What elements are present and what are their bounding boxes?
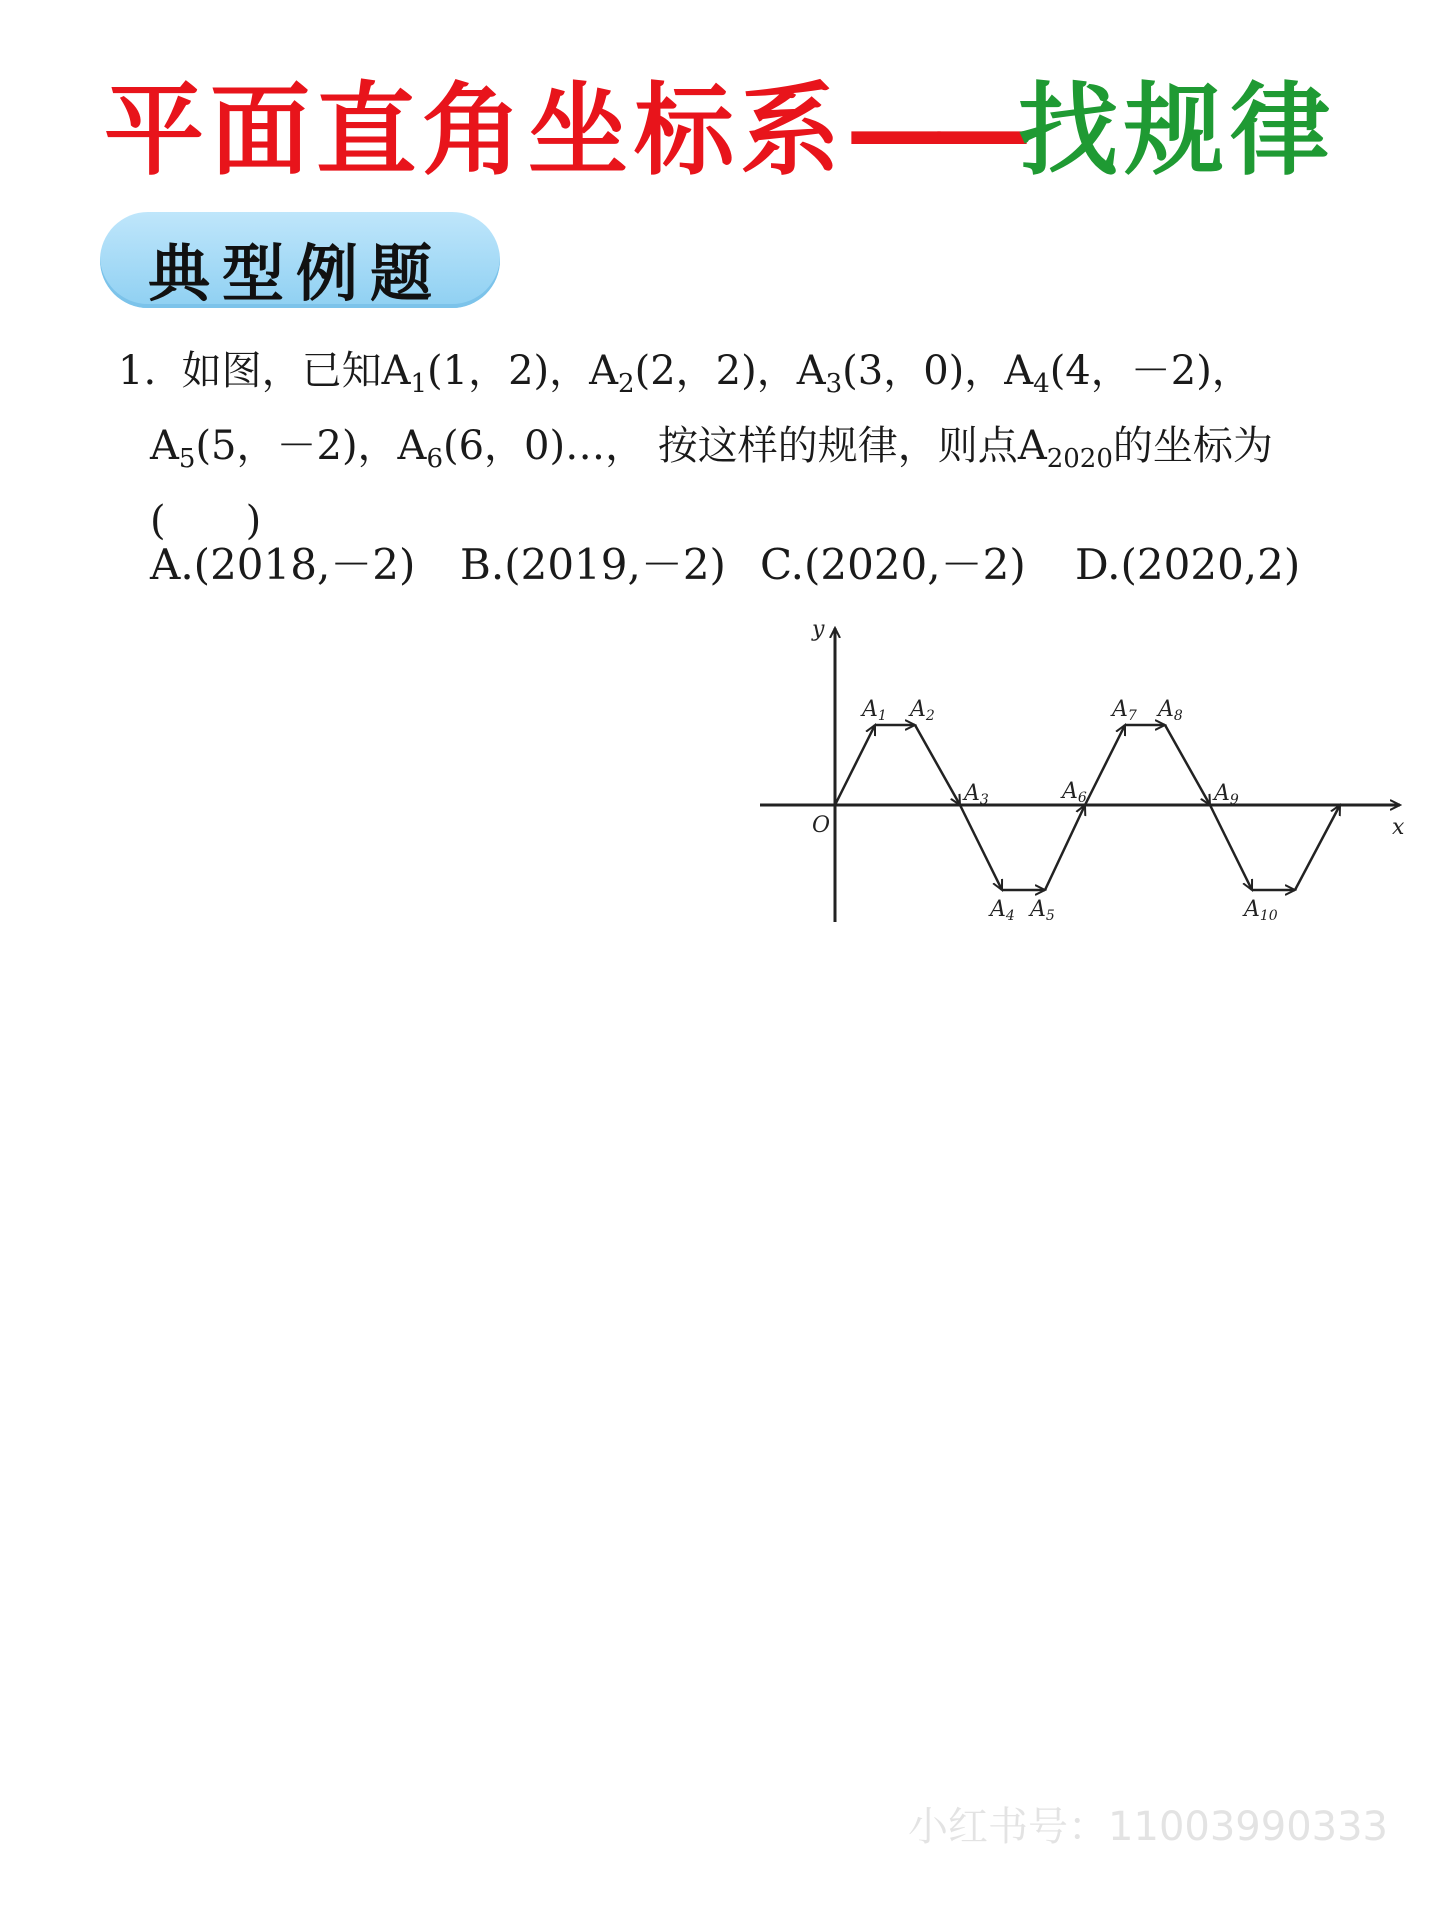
- segment-a2-a3: [915, 725, 960, 805]
- origin-label: O: [812, 813, 831, 838]
- point-a1: $A_1(1$，2): [381, 348, 550, 399]
- segment-o-a1: [835, 725, 875, 805]
- question-line-1: 1. 如图，已知$A_1(1$，2)，$A_2(2$，2)，$A_3(3$，0)，$A_4(4$，－2)，: [118, 348, 1252, 399]
- segment-a8-a9: [1165, 725, 1210, 805]
- point-a3: $A_3(3$，0): [796, 348, 965, 399]
- title-topic: 找规律: [1018, 72, 1336, 189]
- option-c[interactable]: C.(2020,－2): [760, 540, 1026, 589]
- segment-a6-a7: [1085, 725, 1125, 805]
- page-title: [0, 50, 1440, 194]
- question-ellipsis: …，: [565, 423, 646, 469]
- label-a9: A9: [1214, 781, 1239, 808]
- question-number: 1.: [118, 348, 157, 394]
- option-d[interactable]: D.(2020,2): [1075, 540, 1301, 589]
- label-a2: A2: [910, 697, 935, 724]
- watermark: 小红书号：11003990333: [908, 1804, 1388, 1850]
- label-a10: A10: [1244, 897, 1278, 924]
- segment-a3-a4: [960, 805, 1002, 890]
- segment-a11-a12: [1295, 805, 1340, 890]
- question-tail: 的坐标为: [1112, 423, 1273, 469]
- label-a8: A8: [1158, 697, 1183, 724]
- question-line-2: $A_5(5$，－2)，$A_6(6$，0)…， 按这样的规律，则点$A_{2020}$的坐标为: [150, 423, 1273, 474]
- zigzag-path: [835, 725, 1340, 890]
- coordinate-figure: [750, 600, 1410, 940]
- label-a7: A7: [1112, 697, 1137, 724]
- label-a1: A1: [862, 697, 887, 724]
- segment-a9-a10: [1210, 805, 1252, 890]
- option-b[interactable]: B.(2019,－2): [460, 540, 726, 589]
- point-a2: $A_2(2$，2): [589, 348, 757, 399]
- question-intro: 如图，已知: [181, 348, 382, 394]
- options-row: [150, 532, 1300, 592]
- option-a[interactable]: A.(2018,－2): [150, 540, 416, 589]
- point-a5: $A_5(5$，－2): [150, 423, 358, 474]
- answer-blank: ( ): [150, 498, 262, 544]
- label-a3: A3: [964, 781, 989, 808]
- segment-a5-a6: [1045, 805, 1085, 890]
- x-axis-label: x: [1392, 815, 1405, 840]
- title-dash: ——: [846, 72, 1018, 189]
- point-a6: $A_6(6$，0): [397, 423, 566, 474]
- target-point: $A_{2020}$: [1017, 423, 1113, 474]
- point-a4: $A_4(4$，－2): [1004, 348, 1212, 399]
- label-a6: A6: [1062, 779, 1087, 806]
- label-a4: A4: [990, 897, 1015, 924]
- title-main: 平面直角坐标系: [104, 72, 846, 189]
- section-label: 典型例题: [148, 237, 445, 310]
- label-a5: A5: [1030, 897, 1055, 924]
- question-rule: 按这样的规律，则点: [657, 423, 1018, 469]
- question-block: [118, 340, 1358, 552]
- zigzag-diagram: [750, 600, 1410, 940]
- section-badge: [100, 212, 500, 308]
- y-axis-label: y: [812, 617, 825, 642]
